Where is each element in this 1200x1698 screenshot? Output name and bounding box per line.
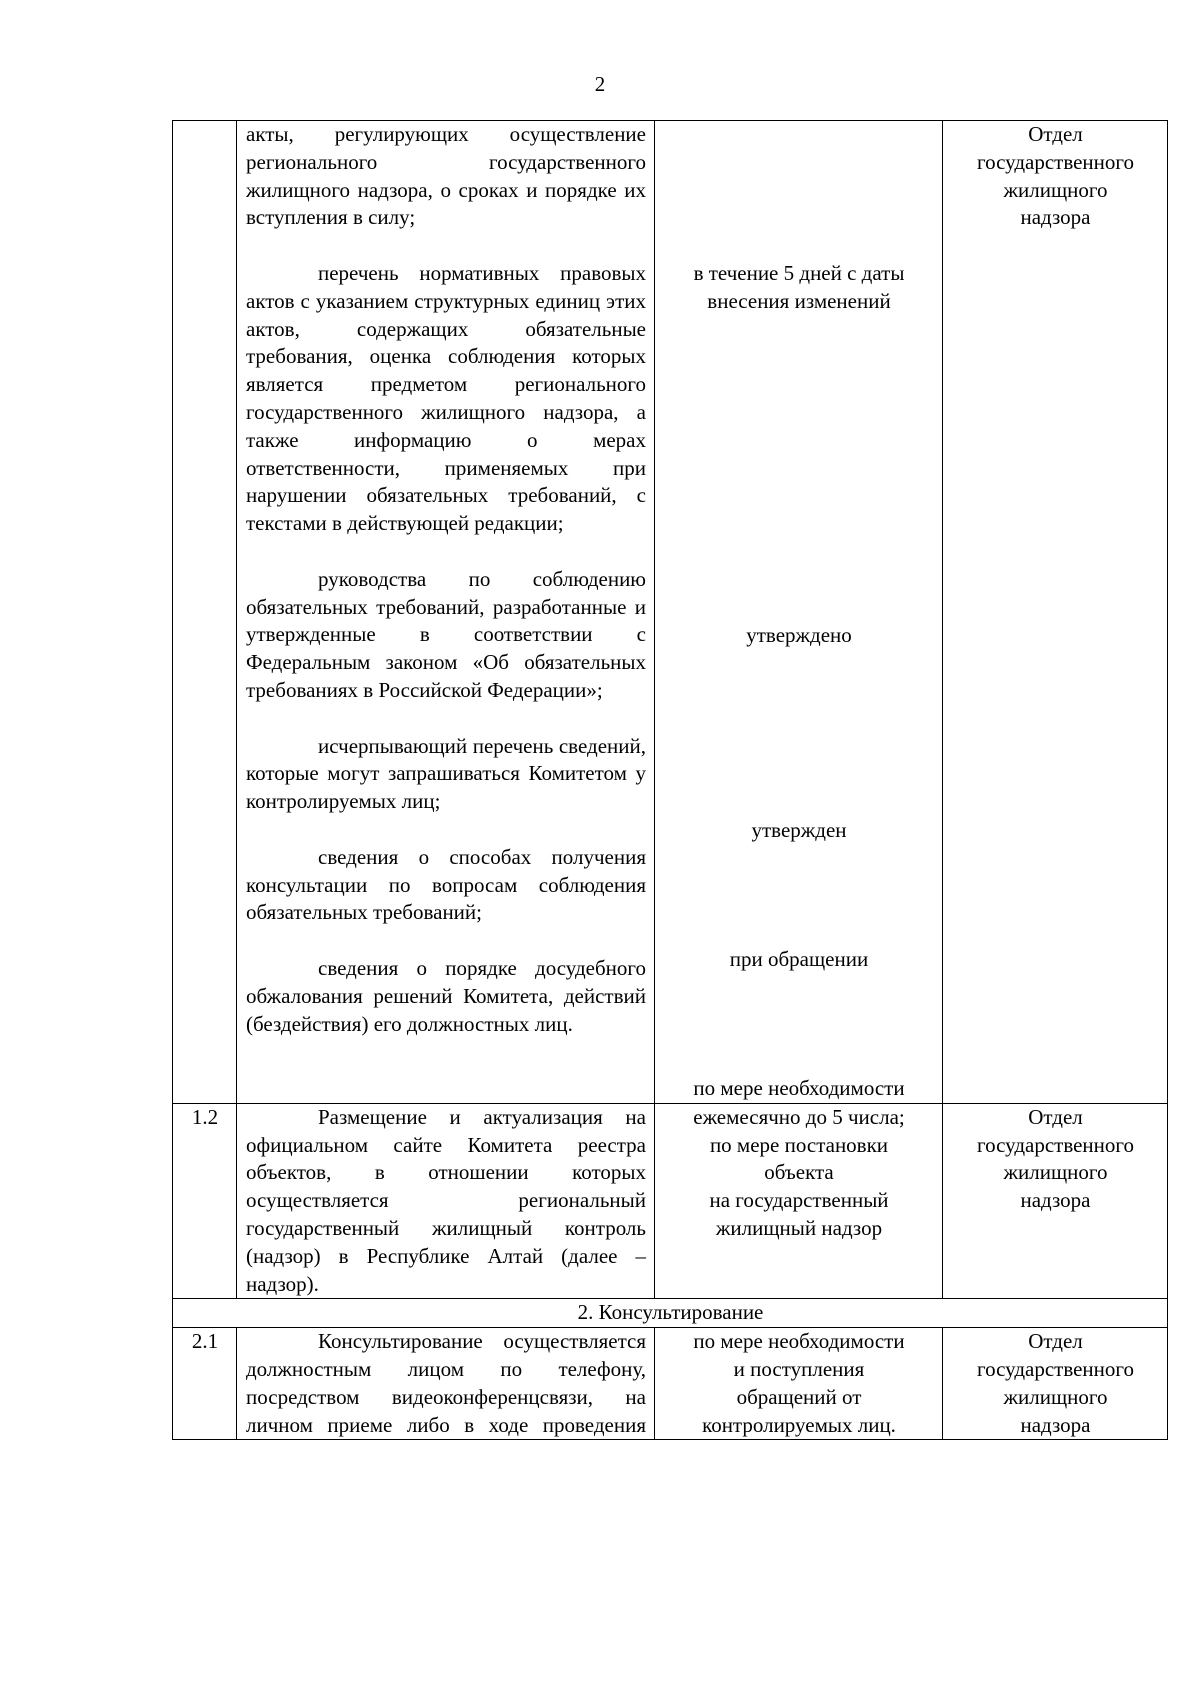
responsible-text: государственного	[976, 1356, 1135, 1381]
term-text: контролируемых лиц.	[702, 1412, 896, 1437]
term-text: внесения изменений	[707, 288, 891, 313]
responsible-text: жилищного	[1003, 1384, 1108, 1409]
responsible-text: Отдел	[1028, 122, 1083, 146]
term-text: утвержден	[751, 818, 847, 843]
term-text: по мере постановки	[709, 1132, 889, 1157]
responsible-text: надзора	[1020, 1412, 1091, 1437]
responsible-cell	[943, 1328, 1168, 1440]
term-text: обращений от	[736, 1384, 862, 1409]
term-text: утверждено	[746, 622, 852, 647]
term-text: жилищный надзор	[715, 1215, 883, 1240]
term-text: при обращении	[729, 947, 869, 972]
section-title: 2. Консультирование	[173, 1299, 1168, 1328]
list-item: исчерпывающий перечень сведений, которые могут запрашиваться Комитетом у контролируемых лиц;	[246, 733, 646, 814]
term-text: ежемесячно до 5 числа;	[693, 1104, 905, 1129]
activity-cell	[237, 121, 655, 1104]
responsible-text: надзора	[1020, 1188, 1091, 1213]
row-number-cell: 2.1	[173, 1328, 237, 1440]
term-text: в течение 5 дней с даты	[693, 261, 905, 285]
term-cell	[655, 1103, 943, 1299]
activity-cell	[237, 1328, 655, 1440]
list-item: руководства по соблюдению обязательных требований, разработанные и утвержденные в соответствии с Федеральным законом «Об обязательных требованиях в Российской Федерации»;	[246, 566, 646, 702]
term-text: по мере необходимости	[693, 1075, 905, 1100]
responsible-text: государственного	[976, 1132, 1135, 1157]
responsible-text: жилищного	[1003, 177, 1108, 202]
responsible-text: Отдел	[1028, 1329, 1083, 1354]
plan-table	[172, 120, 1168, 1440]
term-cell	[655, 1328, 943, 1440]
responsible-text: надзора	[1020, 205, 1091, 230]
responsible-cell	[943, 1103, 1168, 1299]
term-cell	[655, 121, 943, 1104]
list-item: акты, регулирующих осуществление регионального государственного жилищного надзора, о сроках и порядке их вступления в силу;	[246, 122, 646, 230]
term-text: объекта	[764, 1160, 834, 1185]
table-row	[173, 1103, 1168, 1299]
table-row	[173, 121, 1168, 1104]
list-item: сведения о способах получения консультации по вопросам соблюдения обязательных требований;	[246, 844, 646, 925]
activity-text: Размещение и актуализация на официальном сайте Комитета реестра объектов, в отношении которых осуществляется региональный государственный жилищный контроль (надзор) в Республике Алтай (далее – надзор).	[246, 1104, 646, 1296]
responsible-text: жилищного	[1003, 1160, 1108, 1185]
activity-cell	[237, 1103, 655, 1299]
responsible-cell	[943, 121, 1168, 1104]
term-text: и поступления	[733, 1356, 865, 1381]
section-row	[173, 1299, 1168, 1328]
activity-text: Консультирование осуществляется должностным лицом по телефону, посредством видеоконференцсвязи, на личном приеме либо в ходе проведения	[246, 1329, 646, 1437]
list-item: сведения о порядке досудебного обжалования решений Комитета, действий (бездействия) его должностных лиц.	[246, 955, 646, 1036]
list-item: перечень нормативных правовых актов с указанием структурных единиц этих актов, содержащих обязательные требования, оценка соблюдения которых является предметом регионального государственного жилищного надзора, а также информацию о мерах ответственности, применяемых при нарушении обязательных требований, с текстами в действующей редакции;	[246, 260, 646, 536]
row-number-cell: 1.2	[173, 1103, 237, 1299]
term-text: на государственный	[709, 1188, 889, 1213]
table-row	[173, 1328, 1168, 1440]
responsible-text: государственного	[976, 149, 1135, 174]
term-text: по мере необходимости	[693, 1329, 905, 1354]
page-number: 2	[594, 72, 606, 96]
responsible-text: Отдел	[1028, 1104, 1083, 1129]
row-number-cell	[173, 121, 237, 1104]
